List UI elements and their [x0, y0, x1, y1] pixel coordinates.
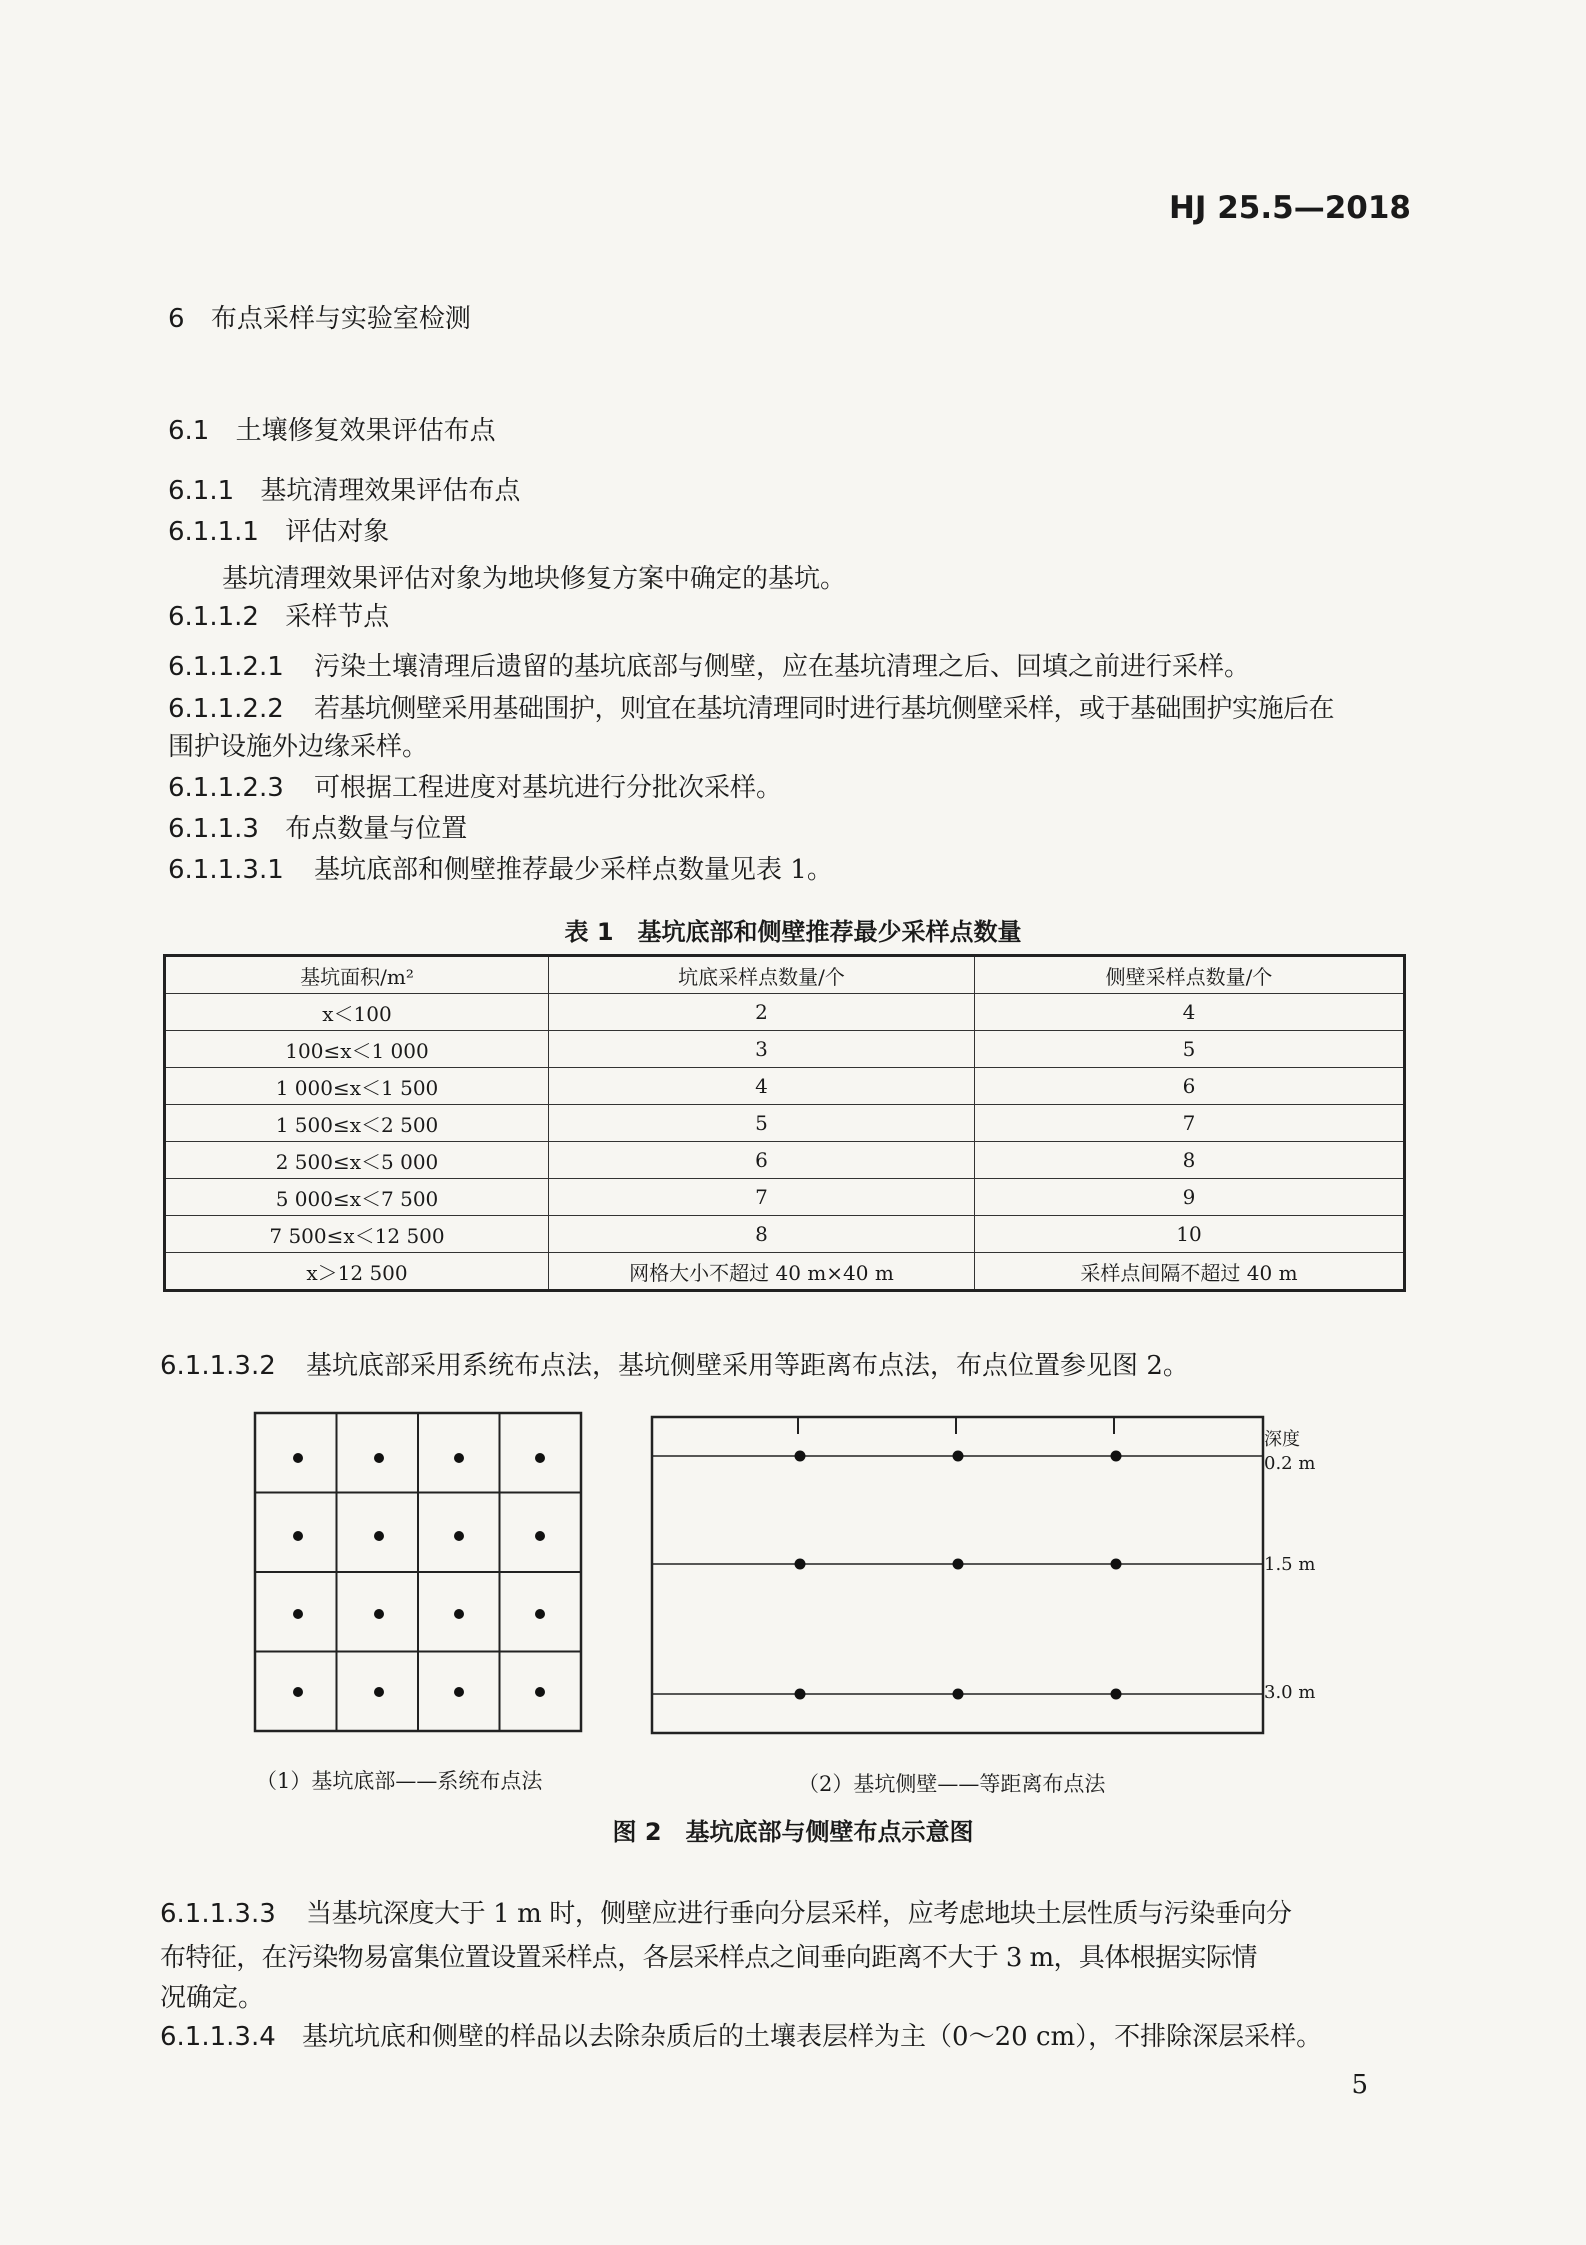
- table-cell: 5 000≤x＜7 500: [165, 1179, 549, 1216]
- column-header: 基坑面积/m²: [165, 956, 549, 994]
- figure-2-bottom-grid: [250, 1408, 590, 1738]
- sample-point: [374, 1609, 384, 1619]
- clause-number: 6.1.1.2: [168, 602, 259, 632]
- depth-label: 深度: [1264, 1429, 1300, 1450]
- sample-point: [293, 1453, 303, 1463]
- clause-text: 基坑底部采用系统布点法，基坑侧壁采用等距离布点法，布点位置参见图 2。: [306, 1351, 1189, 1381]
- standard-code: HJ 25.5—2018: [1168, 190, 1411, 226]
- clause-number: 6.1.1.3.4: [160, 2022, 276, 2052]
- column-header: 坑底采样点数量/个: [549, 956, 975, 994]
- clause-text: 可根据工程进度对基坑进行分批次采样。: [314, 773, 783, 803]
- clause-number: 6.1.1.3.3: [160, 1899, 276, 1929]
- figure-2-sub2-caption: （2）基坑侧壁——等距离布点法: [798, 1772, 1106, 1796]
- clause-number: 6.1.1.3.2: [160, 1351, 276, 1381]
- table-row: [165, 1179, 1405, 1216]
- table-cell: 8: [549, 1216, 975, 1253]
- section-title: 布点采样与实验室检测: [210, 304, 471, 334]
- column-header: 侧壁采样点数量/个: [975, 956, 1405, 994]
- clause-6-1-1: [168, 470, 520, 507]
- sample-point: [293, 1531, 303, 1541]
- sample-point: [293, 1687, 303, 1697]
- table-cell: 6: [975, 1068, 1405, 1105]
- table-row: [165, 1216, 1405, 1253]
- sample-point: [535, 1531, 545, 1541]
- table-header-row: [165, 956, 1405, 994]
- table-row: [165, 1068, 1405, 1105]
- sample-point: [953, 1559, 964, 1570]
- clause-number: 6.1.1.3.1: [168, 855, 284, 885]
- table-1-caption: 表 1 基坑底部和侧壁推荐最少采样点数量: [564, 918, 1022, 946]
- sample-point: [535, 1609, 545, 1619]
- table-row: [165, 994, 1405, 1031]
- table-cell: 8: [975, 1142, 1405, 1179]
- sample-point: [535, 1687, 545, 1697]
- table-cell: 10: [975, 1216, 1405, 1253]
- figure-2-caption: 图 2 基坑底部与侧壁布点示意图: [612, 1818, 974, 1846]
- table-row: [165, 1142, 1405, 1179]
- sample-point: [454, 1453, 464, 1463]
- figure-2-sub1-caption: （1）基坑底部——系统布点法: [256, 1769, 543, 1793]
- clause-6-1-1-3-3: [160, 1893, 1292, 1930]
- clause-6-1-1-3-2: [160, 1345, 1189, 1382]
- depth-value: 0.2 m: [1264, 1453, 1316, 1474]
- table-row: [165, 1105, 1405, 1142]
- section-6-1-heading: [168, 410, 496, 447]
- clause-text: 若基坑侧壁采用基础围护，则宜在基坑清理同时进行基坑侧壁采样，或于基础围护实施后在: [314, 694, 1335, 724]
- clause-text: 基坑底部和侧壁推荐最少采样点数量见表 1。: [314, 855, 833, 885]
- sample-point: [795, 1559, 806, 1570]
- table-cell: x＞12 500: [165, 1253, 549, 1291]
- depth-value: 3.0 m: [1264, 1682, 1316, 1703]
- sample-point: [953, 1451, 964, 1462]
- clause-6-1-1-1: [168, 511, 389, 548]
- table-cell: 7 500≤x＜12 500: [165, 1216, 549, 1253]
- clause-6-1-1-2-2: [168, 688, 1334, 725]
- clause-text: 当基坑深度大于 1 m 时，侧壁应进行垂向分层采样，应考虑地块土层性质与污染垂向分: [306, 1899, 1292, 1929]
- table-row: [165, 1031, 1405, 1068]
- wall-border: [652, 1417, 1263, 1733]
- table-1: [163, 954, 1406, 1292]
- clause-6-1-1-3: [168, 808, 467, 845]
- table-cell: 3: [549, 1031, 975, 1068]
- clause-number: 6.1.1.2.3: [168, 773, 284, 803]
- clause-number: 6.1.1: [168, 476, 235, 506]
- table-cell: 4: [549, 1068, 975, 1105]
- sample-point: [374, 1687, 384, 1697]
- clause-6-1-1-2-2-cont: 围护设施外边缘采样。: [168, 732, 429, 762]
- sample-point: [374, 1531, 384, 1541]
- sample-point: [454, 1531, 464, 1541]
- table-cell: 2: [549, 994, 975, 1031]
- clause-6-1-1-1-body: 基坑清理效果评估对象为地块修复方案中确定的基坑。: [222, 564, 847, 594]
- sample-point: [454, 1609, 464, 1619]
- section-title: 土壤修复效果评估布点: [235, 416, 496, 446]
- clause-6-1-1-3-4: [160, 2016, 1322, 2053]
- sample-point: [1111, 1559, 1122, 1570]
- sample-point: [1111, 1451, 1122, 1462]
- sample-point: [293, 1609, 303, 1619]
- table-cell: 6: [549, 1142, 975, 1179]
- clause-6-1-1-2-3: [168, 767, 782, 804]
- section-6-heading: [168, 298, 471, 335]
- table-cell: 2 500≤x＜5 000: [165, 1142, 549, 1179]
- sample-point: [795, 1451, 806, 1462]
- clause-text: 污染土壤清理后遗留的基坑底部与侧壁，应在基坑清理之后、回填之前进行采样。: [314, 652, 1251, 682]
- clause-6-1-1-2: [168, 596, 389, 633]
- sample-point: [795, 1689, 806, 1700]
- sample-point: [1111, 1689, 1122, 1700]
- table-cell: 5: [549, 1105, 975, 1142]
- table-cell: 1 500≤x＜2 500: [165, 1105, 549, 1142]
- clause-6-1-1-3-3-cont: 布特征，在污染物易富集位置设置采样点，各层采样点之间垂向距离不大于 3 m，具体根据实际情: [160, 1943, 1257, 1973]
- sample-point: [535, 1453, 545, 1463]
- clause-6-1-1-2-1: [168, 646, 1250, 683]
- table-cell: 采样点间隔不超过 40 m: [975, 1253, 1405, 1291]
- sample-point: [374, 1453, 384, 1463]
- table-cell: 7: [549, 1179, 975, 1216]
- clause-number: 6.1.1.1: [168, 517, 259, 547]
- table-cell: x＜100: [165, 994, 549, 1031]
- table-cell: 1 000≤x＜1 500: [165, 1068, 549, 1105]
- page-number: 5: [1351, 2070, 1368, 2100]
- figure-2-side-wall: [648, 1412, 1268, 1738]
- section-number: 6.1: [168, 416, 210, 446]
- clause-number: 6.1.1.2.1: [168, 652, 284, 682]
- table-cell: 网格大小不超过 40 m×40 m: [549, 1253, 975, 1291]
- table-cell: 7: [975, 1105, 1405, 1142]
- sample-point: [454, 1687, 464, 1697]
- clause-number: 6.1.1.2.2: [168, 694, 284, 724]
- clause-text: 基坑坑底和侧壁的样品以去除杂质后的土壤表层样为主（0～20 cm），不排除深层采样。: [302, 2022, 1323, 2052]
- depth-value: 1.5 m: [1264, 1554, 1316, 1575]
- table-cell: 100≤x＜1 000: [165, 1031, 549, 1068]
- clause-6-1-1-3-3-cont: 况确定。: [160, 1983, 265, 2013]
- clause-title: 采样节点: [285, 602, 390, 632]
- sample-point: [953, 1689, 964, 1700]
- section-number: 6: [168, 304, 185, 334]
- clause-title: 基坑清理效果评估布点: [260, 476, 521, 506]
- table-cell: 5: [975, 1031, 1405, 1068]
- clause-6-1-1-3-1: [168, 849, 833, 886]
- clause-number: 6.1.1.3: [168, 814, 259, 844]
- table-row: [165, 1253, 1405, 1291]
- clause-title: 评估对象: [285, 517, 390, 547]
- table-cell: 9: [975, 1179, 1405, 1216]
- clause-title: 布点数量与位置: [285, 814, 468, 844]
- table-cell: 4: [975, 994, 1405, 1031]
